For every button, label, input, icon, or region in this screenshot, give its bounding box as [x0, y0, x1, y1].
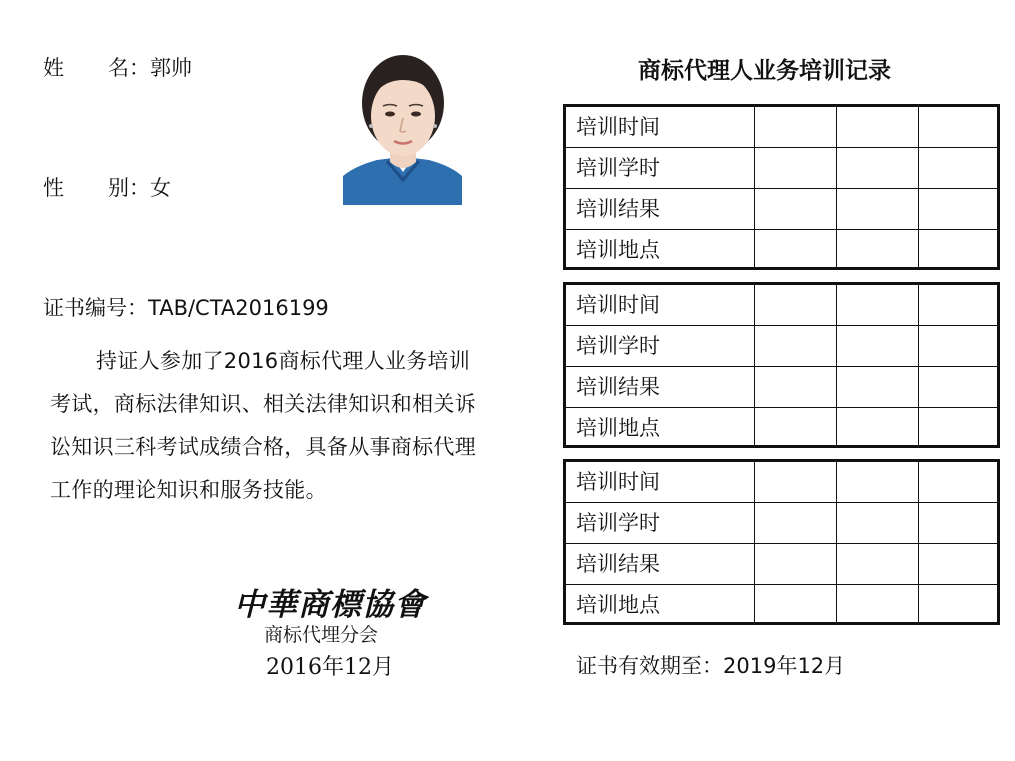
table-cell — [755, 189, 837, 229]
row-label: 培训学时 — [566, 148, 755, 188]
table-cell — [919, 326, 997, 366]
table-cell — [837, 326, 919, 366]
table-row — [566, 326, 997, 367]
name-value: 郭帅 — [150, 56, 192, 80]
table-cell — [837, 585, 919, 625]
table-row — [566, 285, 997, 326]
table-cell — [755, 367, 837, 407]
table-row — [566, 503, 997, 544]
row-label: 培训地点 — [566, 585, 755, 625]
association-seal — [232, 582, 432, 624]
row-label: 培训结果 — [566, 544, 755, 584]
table-cell — [837, 107, 919, 147]
table-cell — [837, 408, 919, 448]
issue-date: 2016年12月 — [266, 655, 394, 680]
row-label: 培训时间 — [566, 462, 755, 502]
row-label: 培训时间 — [566, 285, 755, 325]
validity-date — [576, 650, 845, 680]
training-record-title: 商标代理人业务培训记录 — [638, 58, 891, 84]
table-cell — [837, 285, 919, 325]
row-label: 培训时间 — [566, 107, 755, 147]
row-label: 培训地点 — [566, 230, 755, 270]
table-cell — [755, 503, 837, 543]
row-label: 培训结果 — [566, 367, 755, 407]
gender-value: 女 — [150, 176, 171, 200]
svg-text:中華商標協會: 中華商標協會 — [234, 587, 426, 623]
training-record-table-3 — [563, 459, 1000, 625]
training-record-table-1 — [563, 104, 1000, 270]
table-cell — [919, 503, 997, 543]
validity-value: 2019年12月 — [723, 654, 846, 678]
table-row — [566, 462, 997, 503]
holder-photo — [343, 48, 462, 205]
table-cell — [919, 544, 997, 584]
table-row — [566, 367, 997, 408]
table-cell — [919, 148, 997, 188]
table-cell — [919, 189, 997, 229]
table-cell — [919, 230, 997, 270]
name-label-b: 名： — [108, 56, 150, 80]
validity-label: 证书有效期至： — [576, 654, 723, 678]
gender-field — [43, 172, 171, 202]
gender-label-b: 别： — [108, 176, 150, 200]
certificate-description: 持证人参加了2016商标代理人业务培训考试，商标法律知识、相关法律知识和相关诉讼知识三科考试成绩合格，具备从事商标代理工作的理论知识和服务技能。 — [50, 349, 476, 502]
table-cell — [755, 148, 837, 188]
certificate-number-value: TAB/CTA2016199 — [148, 296, 329, 320]
table-cell — [755, 462, 837, 502]
name-label-a: 姓 — [43, 56, 64, 80]
table-row — [566, 585, 997, 625]
table-cell — [837, 230, 919, 270]
table-row — [566, 189, 997, 230]
row-label: 培训学时 — [566, 503, 755, 543]
table-row — [566, 408, 997, 448]
name-field — [43, 52, 192, 82]
table-cell — [919, 408, 997, 448]
table-cell — [837, 189, 919, 229]
table-cell — [755, 585, 837, 625]
table-cell — [755, 408, 837, 448]
table-cell — [837, 462, 919, 502]
table-row — [566, 230, 997, 270]
table-cell — [755, 285, 837, 325]
training-record-table-2 — [563, 282, 1000, 448]
table-cell — [755, 326, 837, 366]
row-label: 培训学时 — [566, 326, 755, 366]
certificate-number-label: 证书编号： — [43, 296, 148, 320]
issuer-branch: 商标代埋分会 — [264, 624, 379, 646]
row-label: 培训结果 — [566, 189, 755, 229]
table-cell — [919, 367, 997, 407]
table-cell — [919, 585, 997, 625]
table-cell — [837, 148, 919, 188]
table-cell — [837, 544, 919, 584]
table-cell — [837, 503, 919, 543]
table-cell — [837, 367, 919, 407]
gender-label-a: 性 — [43, 176, 64, 200]
table-cell — [755, 544, 837, 584]
table-cell — [755, 107, 837, 147]
table-cell — [919, 462, 997, 502]
certificate-number — [43, 292, 329, 322]
table-row — [566, 107, 997, 148]
table-cell — [919, 285, 997, 325]
table-row — [566, 544, 997, 585]
table-cell — [919, 107, 997, 147]
table-cell — [755, 230, 837, 270]
row-label: 培训地点 — [566, 408, 755, 448]
table-row — [566, 148, 997, 189]
